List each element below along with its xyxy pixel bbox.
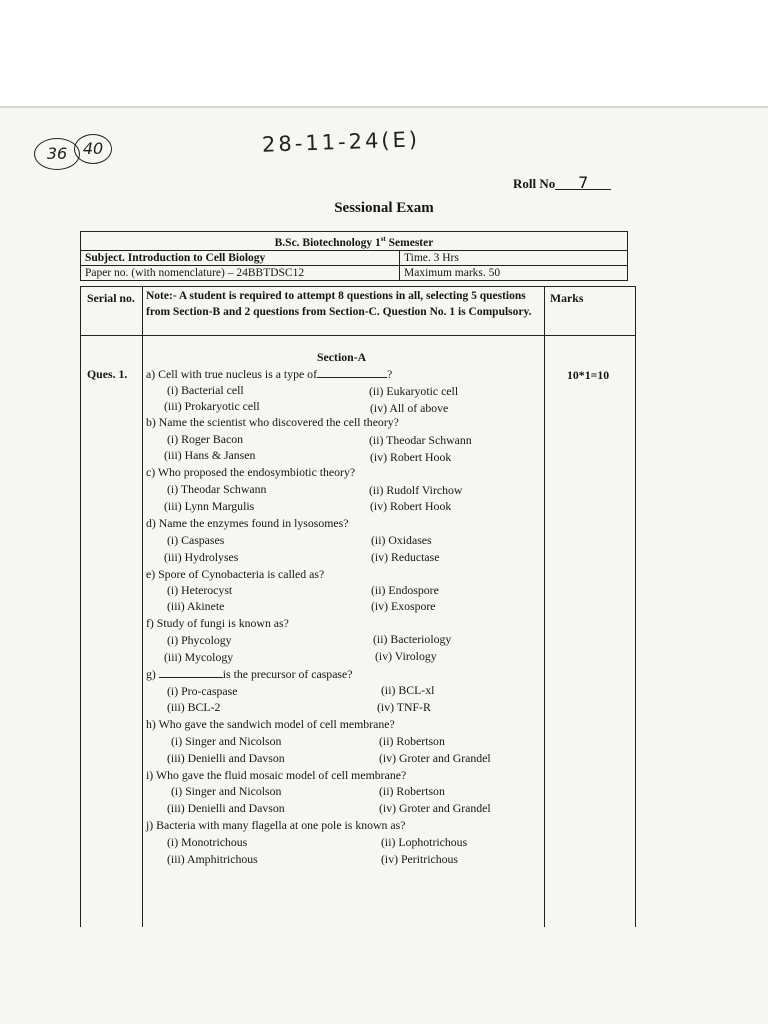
option: (i) Pro-caspase [167,684,238,698]
question-c: c) Who proposed the endosymbiotic theory? [146,465,356,479]
roll-label: Roll No [513,176,556,191]
stamp-marks-number: 40 [74,134,112,164]
option: (ii) BCL-xl [381,683,435,697]
option: (ii) Endospore [371,583,439,597]
option: (ii) Oxidases [371,533,432,547]
option: (iv) Groter and Grandel [379,801,491,815]
course-cell: B.Sc. Biotechnology 1st Semester [81,232,628,251]
paper-edge [0,106,768,108]
subject-cell: Subject. Introduction to Cell Biology [81,250,400,265]
option: (iii) Mycology [164,650,234,664]
question-j: j) Bacteria with many flagella at one pole is known as? [146,818,406,832]
roll-value: 7 [555,176,611,190]
option: (i) Caspases [167,533,225,547]
option: (ii) Theodar Schwann [369,433,472,447]
question-a: a) Cell with true nucleus is a type of ? [146,367,393,381]
option: (iii) BCL-2 [167,700,221,714]
max-marks-cell: Maximum marks. 50 [400,265,628,280]
option: (iv) TNF-R [377,700,431,714]
roll-number [513,173,611,192]
option: (iii) Denielli and Davson [167,801,285,815]
option: (iv) Groter and Grandel [379,751,491,765]
question-table [80,286,636,927]
paper-cell: Paper no. (with nomenclature) – 24BBTDSC12 [81,265,400,280]
option: (iii) Prokaryotic cell [164,399,260,413]
column-divider [142,287,143,927]
question-e: e) Spore of Cynobacteria is called as? [146,567,325,581]
option: (ii) Rudolf Virchow [369,483,463,497]
option: (iii) Denielli and Davson [167,751,285,765]
page-title: Sessional Exam [334,200,434,216]
question-d: d) Name the enzymes found in lysosomes? [146,516,349,530]
option: (ii) Robertson [379,734,445,748]
option: (iv) All of above [370,401,449,415]
question-b: b) Name the scientist who discovered the cell theory? [146,415,399,429]
option: (i) Phycology [167,633,232,647]
answer-blank [159,667,223,678]
option: (iv) Exospore [371,599,436,613]
marks-header: Marks [550,291,584,305]
exam-header-table [80,231,628,281]
question-f: f) Study of fungi is known as? [146,616,289,630]
option: (iii) Amphitrichous [167,852,258,866]
option: (i) Singer and Nicolson [171,784,282,798]
option: (ii) Lophotrichous [381,835,468,849]
option: (iv) Robert Hook [370,499,452,513]
column-divider [544,287,545,927]
serial-header: Serial no. [87,291,135,305]
stamp-struck-number: 36 [34,138,80,170]
option: (iv) Peritrichous [381,852,458,866]
option: (ii) Robertson [379,784,445,798]
row-divider [81,335,635,336]
option: (i) Roger Bacon [167,432,244,446]
time-cell: Time. 3 Hrs [400,250,628,265]
marks-value: 10*1=10 [567,368,610,382]
option: (iii) Hydrolyses [164,550,239,564]
question-g: g) is the precursor of caspase? [146,667,353,681]
option: (iii) Akinete [167,599,225,613]
option: (ii) Bacteriology [373,632,452,646]
question-number: Ques. 1. [87,367,128,381]
question-h: h) Who gave the sandwich model of cell membrane? [146,717,395,731]
option: (iv) Virology [375,649,437,663]
option: (i) Theodar Schwann [167,482,267,496]
option: (iii) Lynn Margulis [164,499,255,513]
option: (iv) Robert Hook [370,450,452,464]
option: (ii) Eukaryotic cell [369,384,459,398]
option: (i) Singer and Nicolson [171,734,282,748]
section-heading: Section-A [317,350,367,364]
question-i: i) Who gave the fluid mosaic model of cell membrane? [146,768,407,782]
option: (iv) Reductase [371,550,440,564]
answer-blank [317,367,387,378]
option: (iii) Hans & Jansen [164,448,256,462]
option: (i) Heterocyst [167,583,233,597]
option: (i) Monotrichous [167,835,248,849]
handwritten-date: 28-11-24(E) [261,127,421,157]
option: (i) Bacterial cell [167,383,244,397]
instructions-note: Note:- A student is required to attempt 8 questions in all, selecting 5 questions from Section-B and 2 questions from Section-C. Question No. 1 is Compulsory. [146,290,532,318]
